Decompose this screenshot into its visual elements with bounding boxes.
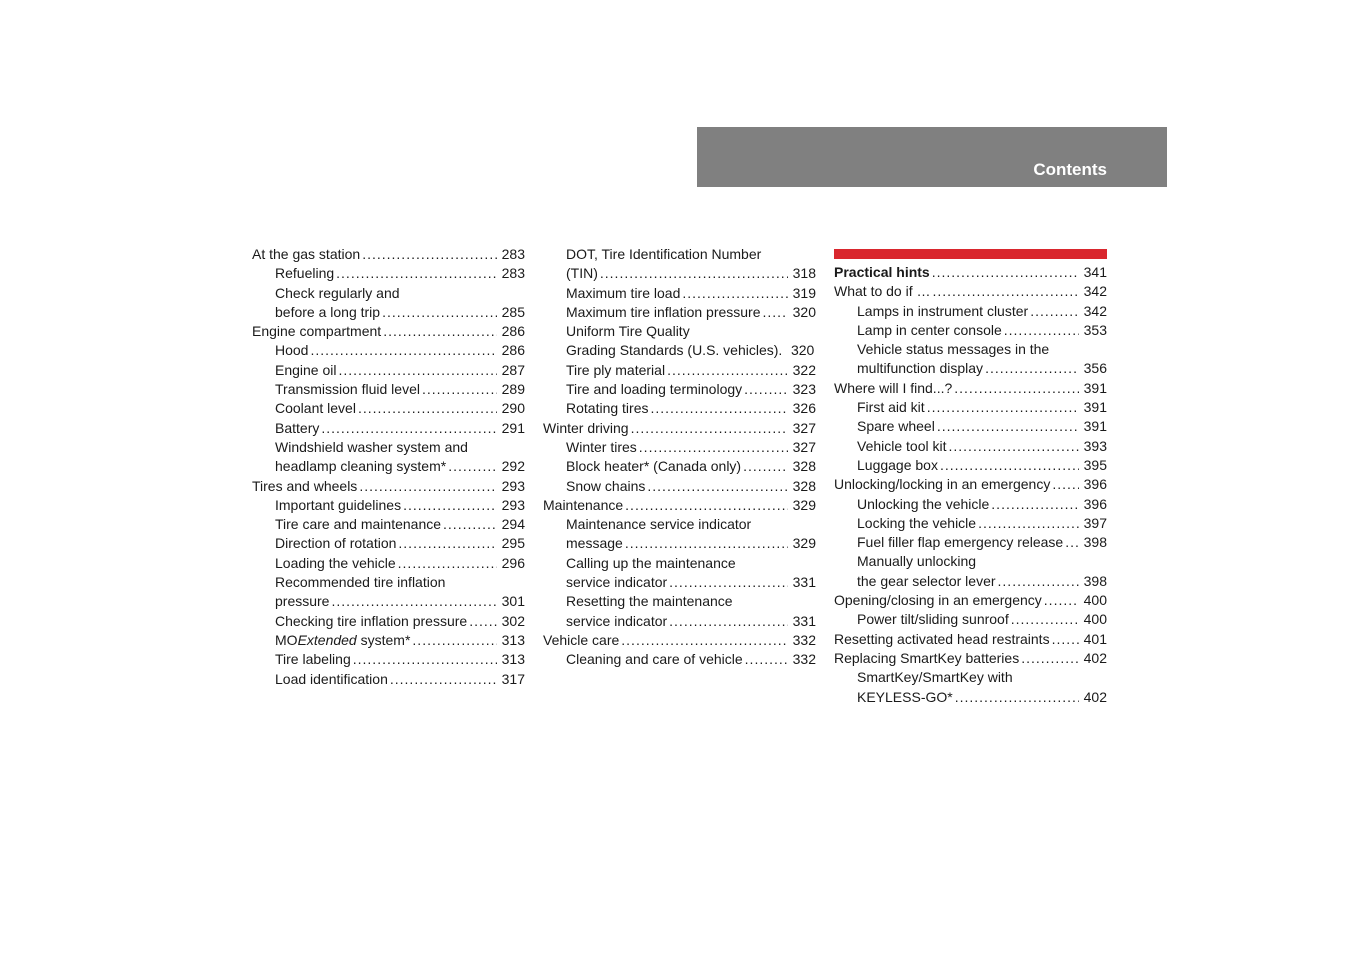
page-number: 400 <box>1083 611 1107 628</box>
page-number: 323 <box>792 381 816 398</box>
page-number: 285 <box>501 303 525 320</box>
toc-subentry[interactable] <box>834 398 1107 417</box>
dot-leader <box>669 573 788 592</box>
page-number: 402 <box>1083 649 1107 666</box>
dot-leader <box>1030 302 1079 321</box>
toc-entry-title: Resetting activated head restraints <box>834 630 1050 647</box>
dot-leader <box>932 263 1079 282</box>
dot-leader <box>600 264 788 283</box>
toc-subentry[interactable] <box>543 380 816 399</box>
dot-leader <box>1065 533 1079 552</box>
toc-entry-title: SmartKey/SmartKey with <box>857 669 1013 686</box>
page-number: 393 <box>1083 437 1107 454</box>
page-number: 396 <box>1083 495 1107 512</box>
dot-leader <box>321 419 497 438</box>
toc-entry[interactable] <box>252 245 525 264</box>
toc-entry-title: Lamps in instrument cluster <box>857 302 1029 319</box>
toc-entry-title: Winter tires <box>566 438 637 455</box>
dot-leader <box>469 612 497 631</box>
toc-entry-title: Spare wheel <box>857 418 935 435</box>
toc-entry-title: Vehicle tool kit <box>857 437 947 454</box>
dot-leader <box>1044 591 1079 610</box>
page-number: 320 <box>790 342 815 359</box>
header-band <box>697 127 1167 187</box>
page-number: 329 <box>792 535 816 552</box>
page-number: 313 <box>501 631 525 648</box>
toc-entry-title: Calling up the maintenance <box>566 554 736 571</box>
toc-entry-title: message <box>566 535 623 552</box>
dot-leader <box>991 495 1079 514</box>
dot-leader <box>954 379 1079 398</box>
toc-entry-title: Vehicle status messages in the <box>857 341 1050 358</box>
toc-entry[interactable] <box>834 630 1107 649</box>
page-number: 291 <box>501 419 525 436</box>
toc-entry-title: Resetting the maintenance <box>566 593 733 610</box>
toc-subentry[interactable] <box>543 303 816 322</box>
toc-entry[interactable] <box>834 649 1107 668</box>
page-number: 341 <box>1083 264 1107 280</box>
dot-leader <box>682 284 788 303</box>
page-number: 391 <box>1083 399 1107 416</box>
toc-entry[interactable] <box>834 591 1107 610</box>
toc-entry-title: Windshield washer system and <box>275 438 468 455</box>
page-number: 391 <box>1083 418 1107 435</box>
dot-leader <box>336 264 497 283</box>
toc-entry-title: Tire ply material <box>566 361 666 378</box>
toc-entry[interactable] <box>834 475 1107 494</box>
toc-subentry[interactable] <box>543 554 816 593</box>
toc-subentry[interactable] <box>543 399 816 418</box>
page-number: 290 <box>501 400 525 417</box>
toc-subentry[interactable] <box>834 302 1107 321</box>
toc-subentry[interactable] <box>252 438 525 477</box>
toc-entry[interactable] <box>252 322 525 341</box>
toc-entry-title: Replacing SmartKey batteries <box>834 649 1020 666</box>
toc-entry-title: Maximum tire load <box>566 284 681 301</box>
page-number: 342 <box>1083 302 1107 319</box>
dot-leader <box>398 554 497 573</box>
page-number: 400 <box>1083 592 1107 609</box>
page-number: 295 <box>501 535 525 552</box>
toc-entry-title: Tire and loading terminology <box>566 381 743 398</box>
toc-entry-title: Direction of rotation <box>275 535 397 552</box>
dot-leader <box>631 419 788 438</box>
page-number: 395 <box>1083 456 1107 473</box>
page-number: 313 <box>501 651 525 668</box>
page-number: 328 <box>792 458 816 475</box>
toc-subentry[interactable] <box>252 264 525 283</box>
dot-leader <box>362 245 497 264</box>
toc-entry-title: Check regularly and <box>275 284 400 301</box>
toc-subentry[interactable] <box>252 496 525 515</box>
toc-entry-title: KEYLESS-GO* <box>857 688 953 705</box>
toc-entry-title: At the gas station <box>252 246 361 262</box>
dot-leader <box>985 359 1079 378</box>
page-number: 292 <box>501 458 525 475</box>
page-title: Contents <box>1033 160 1107 179</box>
toc-subentry[interactable] <box>543 515 816 554</box>
toc-entry-title: First aid kit <box>857 399 925 416</box>
toc-subentry[interactable] <box>834 552 1107 591</box>
toc-subentry[interactable] <box>252 399 525 418</box>
dot-leader <box>940 456 1079 475</box>
page-number: 331 <box>792 574 816 591</box>
dot-leader <box>745 650 788 669</box>
dot-leader <box>382 303 497 322</box>
page-number: 294 <box>501 516 525 533</box>
toc-entry-title: Snow chains <box>566 477 646 494</box>
page-number: 287 <box>501 361 525 378</box>
dot-leader <box>978 514 1079 533</box>
toc-entry[interactable] <box>834 379 1107 398</box>
toc-entry-title: headlamp cleaning system* <box>275 458 447 475</box>
dot-leader <box>932 282 1079 301</box>
toc-subentry[interactable] <box>543 457 816 476</box>
toc-entry-title: Coolant level <box>275 400 356 417</box>
toc-entry-title: Vehicle care <box>543 631 620 648</box>
toc-entry-title: Grading Standards (U.S. vehicles). <box>566 342 783 359</box>
page-number: 327 <box>792 419 816 436</box>
dot-leader <box>955 688 1079 707</box>
toc-entry[interactable] <box>543 419 816 438</box>
dot-leader <box>647 477 788 496</box>
page-number: 318 <box>792 265 816 282</box>
dot-leader <box>744 380 788 399</box>
page-number: 342 <box>1083 283 1107 300</box>
page-number: 293 <box>501 496 525 513</box>
page-number: 320 <box>792 303 816 320</box>
dot-leader <box>339 361 498 380</box>
toc-entry-title: Unlocking/locking in an emergency <box>834 476 1051 493</box>
dot-leader <box>743 457 788 476</box>
toc-subentry[interactable] <box>834 668 1107 707</box>
dot-leader <box>1004 321 1079 340</box>
toc-entry-title: Important guidelines <box>275 496 402 513</box>
toc-entry-title: Load identification <box>275 670 388 687</box>
page-number: 283 <box>501 246 525 262</box>
dot-leader <box>1021 649 1079 668</box>
dot-leader <box>639 438 788 457</box>
dot-leader <box>331 592 497 611</box>
toc-subentry[interactable] <box>834 437 1107 456</box>
dot-leader <box>625 496 788 515</box>
page-number: 353 <box>1083 321 1107 338</box>
toc-entry-title: Opening/closing in an emergency <box>834 592 1042 609</box>
toc-entry-title: Battery <box>275 419 320 436</box>
toc-subentry[interactable] <box>252 284 525 323</box>
toc-entry-title: multifunction display <box>857 360 984 377</box>
dot-leader <box>949 437 1080 456</box>
page-number: 322 <box>792 361 816 378</box>
dot-leader <box>1052 630 1079 649</box>
page-number: 293 <box>501 477 525 494</box>
toc-entry-title: Recommended tire inflation <box>275 574 446 591</box>
toc-entry-title: MOExtended system* <box>275 631 411 648</box>
toc-entry-title: Tire care and maintenance <box>275 516 442 533</box>
toc-entry-title: Unlocking the vehicle <box>857 495 990 512</box>
toc-entry-title: before a long trip <box>275 303 381 320</box>
page-number: 391 <box>1083 379 1107 396</box>
toc-subentry[interactable] <box>252 670 525 689</box>
dot-leader <box>669 612 788 631</box>
section-marker-bar <box>834 249 1107 259</box>
page-number: 326 <box>792 400 816 417</box>
dot-leader <box>448 457 497 476</box>
dot-leader <box>667 361 788 380</box>
toc-column-1 <box>252 245 525 689</box>
toc-subentry[interactable] <box>252 631 525 650</box>
dot-leader <box>383 322 497 341</box>
toc-entry[interactable] <box>834 263 1107 282</box>
dot-leader <box>621 631 788 650</box>
dot-leader <box>390 670 497 689</box>
toc-entry-title: service indicator <box>566 574 668 591</box>
page-number: 319 <box>792 284 816 301</box>
toc-entry-title: Uniform Tire Quality <box>566 323 690 340</box>
toc-entry-title: Engine compartment <box>252 323 382 340</box>
toc-subentry[interactable] <box>252 361 525 380</box>
toc-subentry[interactable] <box>252 419 525 438</box>
toc-entry-title: Hood <box>275 342 309 359</box>
dot-leader <box>1011 610 1079 629</box>
page-number: 327 <box>792 438 816 455</box>
dot-leader <box>353 650 497 669</box>
toc-entry[interactable] <box>543 631 816 650</box>
page-number: 331 <box>792 612 816 629</box>
toc-entry[interactable] <box>252 477 525 496</box>
page-number: 283 <box>501 265 525 282</box>
toc-entry-title: Power tilt/sliding sunroof <box>857 611 1009 628</box>
toc-entry-title: pressure <box>275 593 330 610</box>
toc-entry-title: Block heater* (Canada only) <box>566 458 742 475</box>
toc-subentry[interactable] <box>252 515 525 534</box>
dot-leader <box>763 303 788 322</box>
page-number: 356 <box>1083 360 1107 377</box>
page-number: 396 <box>1083 476 1107 493</box>
toc-entry-title: the gear selector lever <box>857 572 996 589</box>
dot-leader <box>443 515 497 534</box>
toc-subentry[interactable] <box>252 380 525 399</box>
toc-entry-title: Maximum tire inflation pressure <box>566 303 761 320</box>
toc-entry-title: Manually unlocking <box>857 553 977 570</box>
toc-entry-title: Where will I find...? <box>834 379 953 396</box>
toc-entry-title: Lamp in center console <box>857 321 1002 338</box>
page-number: 317 <box>501 670 525 687</box>
toc-subentry[interactable] <box>543 650 816 669</box>
dot-leader <box>412 631 497 650</box>
dot-leader <box>937 417 1079 436</box>
dot-leader <box>403 496 497 515</box>
dot-leader <box>398 534 497 553</box>
toc-subentry[interactable] <box>543 592 816 631</box>
toc-entry-title: Loading the vehicle <box>275 554 396 571</box>
toc-entry-title: Fuel filler flap emergency release <box>857 534 1064 551</box>
toc-entry-title: Locking the vehicle <box>857 514 977 531</box>
toc-column-2 <box>543 245 816 670</box>
toc-entry[interactable] <box>543 496 816 515</box>
toc-subentry[interactable] <box>252 612 525 631</box>
toc-entry-title: Transmission fluid level <box>275 381 420 398</box>
page-number: 398 <box>1083 572 1107 589</box>
toc-subentry[interactable] <box>834 533 1107 552</box>
dot-leader <box>422 380 497 399</box>
toc-subentry[interactable] <box>834 456 1107 475</box>
page-number: 402 <box>1083 688 1107 705</box>
toc-column-3 <box>834 249 1107 707</box>
toc-subentry[interactable] <box>834 514 1107 533</box>
toc-subentry[interactable] <box>543 361 816 380</box>
toc-subentry[interactable] <box>834 340 1107 379</box>
dot-leader <box>625 534 788 553</box>
page-number: 398 <box>1083 534 1107 551</box>
toc-subentry[interactable] <box>543 322 816 361</box>
toc-subentry[interactable] <box>543 245 816 284</box>
toc-entry-title: (TIN) <box>566 265 598 282</box>
toc-subentry[interactable] <box>543 284 816 303</box>
toc-entry-title: Refueling <box>275 265 335 282</box>
toc-entry-title: Practical hints <box>834 264 930 280</box>
page-number: 401 <box>1083 630 1107 647</box>
toc-subentry[interactable] <box>252 341 525 360</box>
page-number: 301 <box>501 593 525 610</box>
toc-entry-title: Tire labeling <box>275 651 351 668</box>
dot-leader <box>650 399 788 418</box>
toc-entry-title: Maintenance <box>543 496 624 513</box>
toc-subentry[interactable] <box>834 495 1107 514</box>
toc-entry-title: Rotating tires <box>566 400 649 417</box>
toc-entry-title: Cleaning and care of vehicle <box>566 651 743 668</box>
toc-entry-title: Checking tire inflation pressure <box>275 612 468 629</box>
toc-entry-title: DOT, Tire Identification Number <box>566 246 762 262</box>
page-number: 332 <box>792 631 816 648</box>
toc-entry-title: Tires and wheels <box>252 477 358 494</box>
toc-entry-title: Luggage box <box>857 456 938 473</box>
toc-subentry[interactable] <box>252 650 525 669</box>
toc-subentry[interactable] <box>834 610 1107 629</box>
dot-leader <box>358 399 497 418</box>
page-number: 397 <box>1083 514 1107 531</box>
page-number: 329 <box>792 496 816 513</box>
page-number: 328 <box>792 477 816 494</box>
toc-subentry[interactable] <box>252 534 525 553</box>
dot-leader <box>1052 475 1079 494</box>
toc-entry-title: Engine oil <box>275 361 337 378</box>
toc-entry-title: Maintenance service indicator <box>566 516 752 533</box>
toc-subentry[interactable] <box>834 417 1107 436</box>
page-number: 296 <box>501 554 525 571</box>
toc-subentry[interactable] <box>543 477 816 496</box>
dot-leader <box>927 398 1079 417</box>
toc-subentry[interactable] <box>543 438 816 457</box>
toc-entry-title: What to do if … <box>834 283 931 300</box>
dot-leader <box>998 572 1079 591</box>
toc-subentry[interactable] <box>252 573 525 612</box>
toc-entry-title: Winter driving <box>543 419 629 436</box>
dot-leader <box>359 477 497 496</box>
page-number: 286 <box>501 342 525 359</box>
page-number: 302 <box>501 612 525 629</box>
toc-subentry[interactable] <box>252 554 525 573</box>
toc-entry[interactable] <box>834 282 1107 301</box>
dot-leader <box>310 341 497 360</box>
page-number: 289 <box>501 381 525 398</box>
toc-subentry[interactable] <box>834 321 1107 340</box>
page-number: 286 <box>501 323 525 340</box>
page-number: 332 <box>792 651 816 668</box>
toc-entry-title: service indicator <box>566 612 668 629</box>
